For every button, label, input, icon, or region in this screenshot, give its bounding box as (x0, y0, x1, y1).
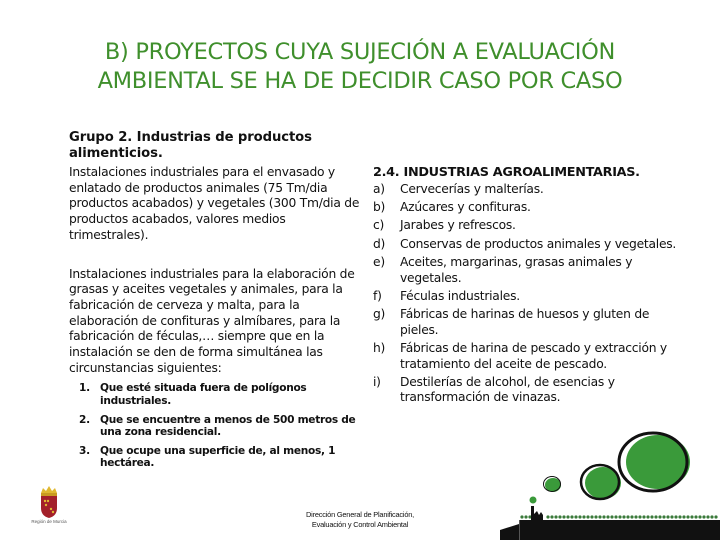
list-item (373, 375, 688, 406)
list-item (373, 218, 688, 234)
item-marker: e) (373, 254, 385, 269)
condition-item (79, 382, 364, 407)
list-item (373, 289, 688, 305)
list-item (373, 307, 688, 338)
item-text: Destilerías de alcohol, de esencias y transformación de vinazas. (400, 374, 615, 405)
group-heading: Grupo 2. Industrias de productos alimenticios. (69, 130, 312, 161)
logo-caption: Región de Murcia (31, 519, 67, 524)
item-marker: c) (373, 218, 385, 233)
paragraph-processing: Instalaciones industriales para la elaboración de grasas y aceites vegetales y animales, para la fabricación de cerveza y malta, para la elaboración de confituras y almíbares, para la fabricación de féculas,… siempre que en la instalación se den de forma simultánea las circunstancias siguientes: (69, 266, 355, 375)
factory-smoke-bubbles-icon (500, 420, 720, 540)
title-line-1: B) PROYECTOS CUYA SUJECIÓN A EVALUACIÓN (104, 39, 616, 65)
condition-text: Que se encuentre a menos de 500 metros de una zona residencial. (100, 413, 356, 439)
item-text: Cervecerías y malterías. (400, 182, 544, 196)
condition-item (79, 414, 364, 439)
footer-line-1: Dirección General de Planificación, (305, 510, 415, 519)
slide-title (60, 38, 660, 96)
agro-heading: 2.4. INDUSTRIAS AGROALIMENTARIAS. (373, 165, 640, 180)
right-column (373, 165, 688, 409)
list-item (373, 200, 688, 216)
list-item (373, 255, 688, 286)
conditions-list (69, 382, 364, 470)
item-marker: a) (373, 182, 385, 196)
item-marker: i) (373, 374, 381, 389)
left-column (69, 130, 364, 476)
item-text: Fábricas de harinas de huesos y gluten de pieles. (400, 306, 650, 337)
item-marker: g) (373, 306, 386, 321)
condition-text: Que ocupe una superficie de, al menos, 1 hectárea. (100, 444, 336, 470)
item-marker: d) (373, 236, 386, 251)
item-marker: h) (373, 340, 386, 355)
item-text: Fábricas de harina de pescado y extracción y tratamiento del aceite de pescado. (400, 340, 667, 371)
list-item (373, 341, 688, 372)
item-text: Azúcares y confituras. (400, 200, 531, 215)
item-marker: f) (373, 288, 382, 303)
item-text: Jarabes y refrescos. (400, 218, 516, 233)
list-item (373, 182, 688, 198)
condition-item (79, 445, 364, 470)
list-item (373, 237, 688, 253)
condition-text: Que esté situada fuera de polígonos industriales. (100, 382, 307, 408)
condition-number: 1. (79, 382, 90, 395)
paragraph-packaging: Instalaciones industriales para el envasado y enlatado de productos animales (75 Tm/dia productos acabados) y vegetales (300 Tm/dia de productos acabados, valores medios trimestrales). (69, 165, 360, 242)
footer-line-2: Evaluación y Control Ambiental (311, 519, 409, 529)
agro-industries-list (373, 182, 688, 406)
item-text: Aceites, margarinas, grasas animales y vegetales. (400, 254, 633, 285)
item-text: Conservas de productos animales y vegetales. (400, 236, 677, 251)
title-line-2: AMBIENTAL SE HA DE DECIDIR CASO POR CASO (97, 68, 623, 94)
item-marker: b) (373, 200, 386, 215)
footer-department (265, 510, 455, 529)
condition-number: 3. (79, 444, 90, 457)
item-text: Féculas industriales. (400, 288, 520, 303)
condition-number: 2. (79, 413, 90, 426)
